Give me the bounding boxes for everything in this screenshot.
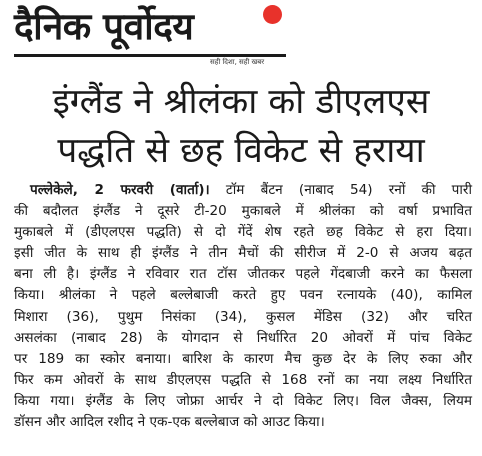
newspaper-logo: [14, 2, 276, 68]
body-line-5: बना ली है। इंग्लैंड ने रविवार रात टॉस जीतकर पहले गेंदबाजी करने का फैसला: [14, 266, 472, 283]
logo-underline: [14, 54, 286, 57]
body-line-7: मिशारा (36), पुथुम निसंका (34), कुसल मेंडिस (32) और चरित: [14, 308, 472, 325]
body-line-12: डॉसन और आदिल रशीद ने एक-एक बल्लेबाज को आउट किया।: [14, 414, 325, 431]
masthead: [0, 0, 482, 72]
logo-text: दैनिक पूर्वोदय: [14, 5, 194, 48]
body-line-1-text: टॉम बैंटन (नाबाद 54) रनों की पारी: [209, 182, 472, 198]
headline-line-1: इंग्लैंड ने श्रीलंका को डीएलएस: [52, 82, 430, 122]
body-line-11: किया गया। इंग्लैंड के लिए जोफ्रा आर्चर ने दो विकेट लिए। विल जैक्स, लियम: [14, 392, 472, 409]
body-line-8: असलंका (नाबाद 28) के योगदान से निर्धारित 20 ओवरों में पांच विकेट: [14, 329, 472, 346]
logo-sun-icon: [263, 5, 282, 24]
dateline: पल्लेकेले, 2 फरवरी (वार्ता)।: [30, 182, 210, 198]
body-line-4: इसी जीत के साथ ही इंग्लैंड ने तीन मैचों की सीरीज में 2-0 से अजय बढ़त: [14, 245, 472, 262]
logo-tagline: सही दिशा, सही खबर: [210, 58, 265, 66]
body-line-2: की बदौलत इंग्लैंड ने दूसरे टी-20 मुकाबले में श्रीलंका को वर्षा प्रभावित: [14, 203, 472, 220]
article-body: [14, 180, 472, 433]
body-line-9: पर 189 का स्कोर बनाया। बारिश के कारण मैच कुछ देर के लिए रुका और: [14, 350, 472, 367]
article-headline: [0, 78, 482, 176]
body-line-10: फिर कम ओवरों के साथ डीएलएस पद्धति से 168 रनों का नया लक्ष्य निर्धारित: [14, 371, 472, 388]
body-line-6: किया। श्रीलंका ने पहले बल्लेबाजी करते हुए पवन रत्नायके (40), कामिल: [14, 287, 472, 304]
body-line-3: मुकाबले में (डीएलएस पद्धति) से दो गेंदें शेष रहते छह विकेट से हरा दिया।: [14, 224, 472, 241]
headline-line-2: पद्धति से छह विकेट से हराया: [57, 131, 425, 171]
body-line-1: [14, 180, 472, 201]
